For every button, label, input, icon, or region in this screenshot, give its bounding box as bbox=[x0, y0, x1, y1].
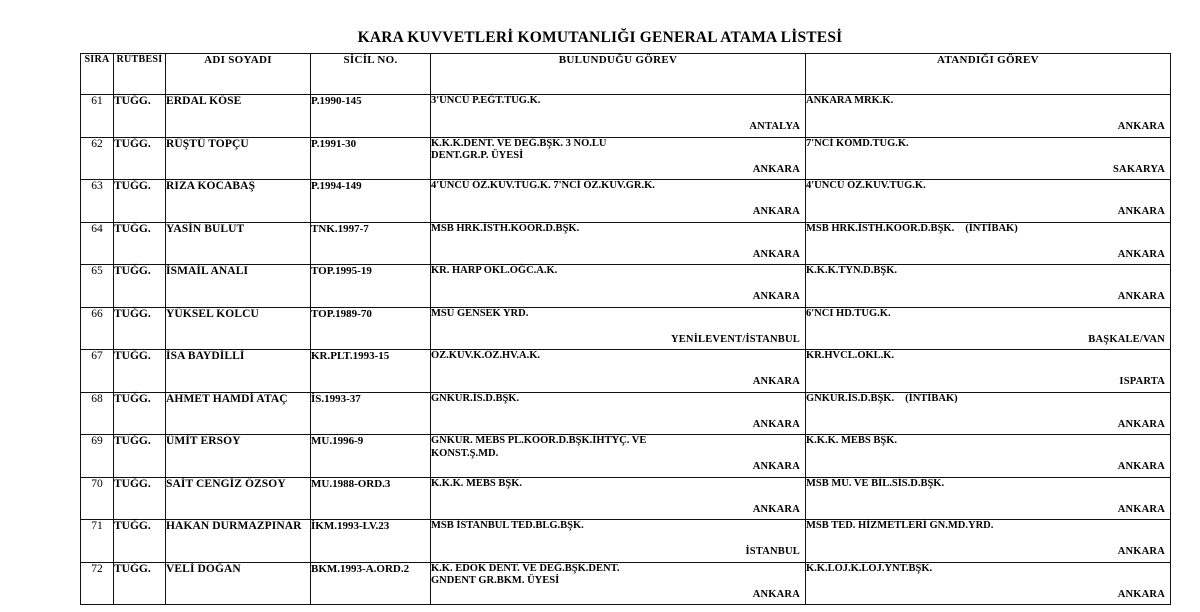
bulundugu-gorev-line-1: GNKUR. MEBS PL.KOOR.D.BŞK.İHTYÇ. VE bbox=[431, 435, 647, 446]
cell-ad-soyad: YASİN BULUT bbox=[166, 222, 311, 265]
bulundugu-gorev-text bbox=[431, 350, 805, 363]
cell-sira: 70 bbox=[81, 477, 114, 520]
table-row bbox=[81, 350, 1171, 393]
cell-sira: 65 bbox=[81, 265, 114, 308]
bulundugu-gorev-location: ANKARA bbox=[752, 248, 800, 260]
cell-ad-soyad: İSA BAYDİLLİ bbox=[166, 350, 311, 393]
cell-ad-soyad: ÜMİT ERSOY bbox=[166, 435, 311, 478]
cell-sira: 71 bbox=[81, 520, 114, 563]
cell-rutbe: TUĞG. bbox=[114, 265, 166, 308]
table-row bbox=[81, 222, 1171, 265]
atandigi-gorev-location: ANKARA bbox=[1117, 461, 1165, 472]
bulundugu-gorev-line-1: KR. HARP OKL.ÖĞC.A.K. bbox=[431, 265, 558, 276]
cell-atandigi-gorev bbox=[806, 392, 1171, 435]
cell-atandigi-gorev bbox=[806, 477, 1171, 520]
cell-sicil-no: P.1991-30 bbox=[311, 137, 431, 180]
bulundugu-gorev-location: İSTANBUL bbox=[745, 546, 800, 557]
atandigi-gorev-location: ANKARA bbox=[1117, 248, 1165, 260]
atandigi-gorev-line-1 bbox=[806, 393, 1170, 406]
cell-sira: 62 bbox=[81, 137, 114, 180]
cell-sicil-no: BKM.1993-A.ORD.2 bbox=[311, 562, 431, 605]
atandigi-gorev-line-1 bbox=[806, 265, 1170, 278]
atandigi-gorev-line-1 bbox=[806, 350, 1170, 363]
atandigi-gorev-line-1 bbox=[806, 520, 1170, 533]
cell-sira: 63 bbox=[81, 180, 114, 223]
bulundugu-gorev-location: ANKARA bbox=[752, 588, 800, 600]
table-row bbox=[81, 307, 1171, 350]
bulundugu-gorev-text bbox=[431, 265, 805, 278]
cell-bulundugu-gorev bbox=[431, 222, 806, 265]
cell-rutbe: TUĞG. bbox=[114, 520, 166, 563]
table-row bbox=[81, 180, 1171, 223]
cell-atandigi-gorev bbox=[806, 562, 1171, 605]
cell-sira: 66 bbox=[81, 307, 114, 350]
cell-rutbe: TUĞG. bbox=[114, 307, 166, 350]
cell-atandigi-gorev bbox=[806, 350, 1171, 393]
atandigi-gorev-text bbox=[806, 180, 1170, 193]
cell-sicil-no: P.1990-145 bbox=[311, 95, 431, 138]
atandigi-gorev-location: BAŞKALE/VAN bbox=[1088, 333, 1165, 345]
cell-sicil-no: MU.1996-9 bbox=[311, 435, 431, 478]
cell-rutbe: TUĞG. bbox=[114, 435, 166, 478]
bulundugu-gorev-location: ANKARA bbox=[752, 376, 800, 387]
bulundugu-gorev-location: ANKARA bbox=[752, 503, 800, 515]
table-row bbox=[81, 95, 1171, 138]
bulundugu-gorev-location: ANKARA bbox=[752, 163, 800, 175]
bulundugu-gorev-line-1: K.K.K.DENT. VE DEĞ.BŞK. 3 NO.LU bbox=[431, 137, 607, 149]
cell-atandigi-gorev bbox=[806, 520, 1171, 563]
bulundugu-gorev-text bbox=[431, 95, 805, 108]
table-row bbox=[81, 520, 1171, 563]
cell-atandigi-gorev bbox=[806, 265, 1171, 308]
atandigi-gorev-text bbox=[806, 265, 1170, 278]
cell-rutbe: TUĞG. bbox=[114, 392, 166, 435]
bulundugu-gorev-line-1: K.K. EDOK DENT. VE DEĞ.BŞK.DENT. bbox=[431, 562, 620, 574]
atandigi-gorev-location: ANKARA bbox=[1117, 291, 1165, 302]
bulundugu-gorev-line-1: MSB HRK.İSTH.KOOR.D.BŞK. bbox=[431, 222, 580, 234]
bulundugu-gorev-line-1: GNKUR.İS.D.BŞK. bbox=[431, 392, 520, 404]
cell-bulundugu-gorev bbox=[431, 265, 806, 308]
cell-bulundugu-gorev bbox=[431, 562, 806, 605]
atandigi-gorev-title: MSB TED. HİZMETLERİ GN.MD.YRD. bbox=[806, 520, 994, 531]
cell-rutbe: TUĞG. bbox=[114, 350, 166, 393]
atandigi-gorev-location: ANKARA bbox=[1117, 546, 1165, 557]
bulundugu-gorev-text bbox=[431, 435, 805, 460]
bulundugu-gorev-text bbox=[431, 563, 805, 588]
bulundugu-gorev-location: ANKARA bbox=[752, 418, 800, 430]
atandigi-gorev-text bbox=[806, 478, 1170, 491]
cell-atandigi-gorev bbox=[806, 307, 1171, 350]
atandigi-gorev-title: K.K.K. MEBS BŞK. bbox=[806, 435, 898, 446]
assignment-table bbox=[80, 53, 1171, 605]
bulundugu-gorev-location: ANKARA bbox=[752, 206, 800, 217]
assignment-table-container bbox=[80, 53, 1170, 605]
cell-sicil-no: TOP.1989-70 bbox=[311, 307, 431, 350]
atandigi-gorev-line-1 bbox=[806, 563, 1170, 576]
cell-sicil-no: MU.1988-ORD.3 bbox=[311, 477, 431, 520]
bulundugu-gorev-line-1: 3'ÜNCÜ P.EĞT.TUG.K. bbox=[431, 95, 541, 106]
cell-rutbe: TUĞG. bbox=[114, 95, 166, 138]
cell-ad-soyad: İSMAİL ANALI bbox=[166, 265, 311, 308]
bulundugu-gorev-location: YENİLEVENT/İSTANBUL bbox=[670, 333, 800, 345]
atandigi-gorev-location: ANKARA bbox=[1117, 503, 1165, 515]
table-body bbox=[81, 95, 1171, 605]
atandigi-gorev-text bbox=[806, 95, 1170, 108]
atandigi-gorev-line-1 bbox=[806, 308, 1170, 321]
atandigi-gorev-text bbox=[806, 393, 1170, 406]
cell-bulundugu-gorev bbox=[431, 520, 806, 563]
bulundugu-gorev-text bbox=[431, 308, 805, 321]
table-header-row bbox=[81, 54, 1171, 95]
column-header-ad-soyad: ADI SOYADI bbox=[166, 54, 311, 95]
bulundugu-gorev-location: ANKARA bbox=[752, 461, 800, 472]
atandigi-gorev-title: ANKARA MRK.K. bbox=[806, 95, 894, 106]
atandigi-gorev-title: K.K.K.TYN.D.BŞK. bbox=[806, 265, 898, 276]
bulundugu-gorev-line-2: KONST.Ş.MD. bbox=[431, 447, 499, 459]
cell-ad-soyad: AHMET HAMDİ ATAÇ bbox=[166, 392, 311, 435]
cell-sicil-no: İKM.1993-LV.23 bbox=[311, 520, 431, 563]
bulundugu-gorev-text bbox=[431, 478, 805, 491]
cell-bulundugu-gorev bbox=[431, 180, 806, 223]
atandigi-gorev-line-1 bbox=[806, 435, 1170, 448]
cell-rutbe: TUĞG. bbox=[114, 562, 166, 605]
table-header bbox=[81, 54, 1171, 95]
bulundugu-gorev-text bbox=[431, 223, 805, 236]
atandigi-gorev-note: (İNTİBAK) bbox=[905, 392, 958, 404]
cell-ad-soyad: SAİT CENGİZ ÖZSOY bbox=[166, 477, 311, 520]
cell-ad-soyad: HAKAN DURMAZPINAR bbox=[166, 520, 311, 563]
atandigi-gorev-location: ANKARA bbox=[1117, 418, 1165, 430]
cell-sicil-no: İS.1993-37 bbox=[311, 392, 431, 435]
column-header-sicil-no: SİCİL NO. bbox=[311, 54, 431, 95]
cell-bulundugu-gorev bbox=[431, 307, 806, 350]
bulundugu-gorev-text bbox=[431, 138, 805, 163]
cell-ad-soyad: VELİ DOĞAN bbox=[166, 562, 311, 605]
atandigi-gorev-text bbox=[806, 520, 1170, 533]
cell-sicil-no: TOP.1995-19 bbox=[311, 265, 431, 308]
atandigi-gorev-line-1 bbox=[806, 223, 1170, 236]
bulundugu-gorev-line-1: MSB İSTANBUL TED.BLG.BŞK. bbox=[431, 520, 584, 531]
atandigi-gorev-text bbox=[806, 435, 1170, 448]
cell-sicil-no: P.1994-149 bbox=[311, 180, 431, 223]
atandigi-gorev-text bbox=[806, 138, 1170, 151]
column-header-bulundugu-gorev: BULUNDUĞU GÖREV bbox=[431, 54, 806, 95]
atandigi-gorev-line-1 bbox=[806, 95, 1170, 108]
atandigi-gorev-title: 4'ÜNCÜ ÖZ.KUV.TUG.K. bbox=[806, 180, 926, 191]
bulundugu-gorev-location: ANTALYA bbox=[749, 121, 800, 132]
table-row bbox=[81, 562, 1171, 605]
cell-ad-soyad: RÜŞTÜ TOPÇU bbox=[166, 137, 311, 180]
cell-atandigi-gorev bbox=[806, 435, 1171, 478]
atandigi-gorev-text bbox=[806, 563, 1170, 576]
column-header-rutbe: RÜTBESİ bbox=[114, 54, 166, 95]
atandigi-gorev-title: K.K.LOJ.K.LOJ.YNT.BŞK. bbox=[806, 562, 933, 574]
atandigi-gorev-title: KR.HVCL.OKL.K. bbox=[806, 350, 895, 361]
bulundugu-gorev-line-1: ÖZ.KUV.K.ÖZ.HV.A.K. bbox=[431, 350, 541, 361]
table-row bbox=[81, 137, 1171, 180]
atandigi-gorev-title: MSB MU. VE BİL.SİS.D.BŞK. bbox=[806, 477, 945, 489]
table-row bbox=[81, 265, 1171, 308]
cell-sira: 61 bbox=[81, 95, 114, 138]
atandigi-gorev-location: ANKARA bbox=[1117, 121, 1165, 132]
bulundugu-gorev-line-2: DENT.GR.P. ÜYESİ bbox=[431, 150, 524, 161]
cell-sicil-no: TNK.1997-7 bbox=[311, 222, 431, 265]
column-header-atandigi-gorev: ATANDIĞI GÖREV bbox=[806, 54, 1171, 95]
cell-sira: 68 bbox=[81, 392, 114, 435]
atandigi-gorev-line-1 bbox=[806, 180, 1170, 193]
cell-rutbe: TUĞG. bbox=[114, 137, 166, 180]
atandigi-gorev-location: ANKARA bbox=[1117, 588, 1165, 600]
bulundugu-gorev-text bbox=[431, 393, 805, 406]
cell-sira: 72 bbox=[81, 562, 114, 605]
atandigi-gorev-line-1 bbox=[806, 478, 1170, 491]
cell-bulundugu-gorev bbox=[431, 350, 806, 393]
bulundugu-gorev-text bbox=[431, 180, 805, 193]
bulundugu-gorev-location: ANKARA bbox=[752, 291, 800, 302]
cell-sicil-no: KR.PLT.1993-15 bbox=[311, 350, 431, 393]
bulundugu-gorev-line-1: 4'ÜNCÜ ÖZ.KUV.TUG.K. 7'NCİ ÖZ.KUV.GR.K. bbox=[431, 180, 655, 191]
table-row bbox=[81, 477, 1171, 520]
bulundugu-gorev-line-1: MSÜ GENSEK YRD. bbox=[431, 307, 529, 319]
cell-atandigi-gorev bbox=[806, 180, 1171, 223]
cell-atandigi-gorev bbox=[806, 137, 1171, 180]
atandigi-gorev-location: ANKARA bbox=[1117, 206, 1165, 217]
atandigi-gorev-text bbox=[806, 350, 1170, 363]
cell-sira: 69 bbox=[81, 435, 114, 478]
atandigi-gorev-location: SAKARYA bbox=[1113, 163, 1165, 175]
bulundugu-gorev-line-1: K.K.K. MEBS BŞK. bbox=[431, 477, 523, 489]
cell-bulundugu-gorev bbox=[431, 95, 806, 138]
cell-rutbe: TUĞG. bbox=[114, 222, 166, 265]
cell-sira: 64 bbox=[81, 222, 114, 265]
cell-ad-soyad: RIZA KOCABAŞ bbox=[166, 180, 311, 223]
table-row bbox=[81, 392, 1171, 435]
atandigi-gorev-text bbox=[806, 223, 1170, 236]
cell-atandigi-gorev bbox=[806, 95, 1171, 138]
cell-ad-soyad: YÜKSEL KOLCU bbox=[166, 307, 311, 350]
column-header-sira: SIRA bbox=[81, 54, 114, 95]
atandigi-gorev-note: (İNTİBAK) bbox=[965, 222, 1018, 234]
cell-bulundugu-gorev bbox=[431, 477, 806, 520]
page-title: KARA KUVVETLERİ KOMUTANLIĞI GENERAL ATAMA LİSTESİ bbox=[357, 29, 843, 46]
cell-rutbe: TUĞG. bbox=[114, 180, 166, 223]
atandigi-gorev-title: 6'NCI HD.TUG.K. bbox=[806, 307, 891, 319]
cell-rutbe: TUĞG. bbox=[114, 477, 166, 520]
cell-atandigi-gorev bbox=[806, 222, 1171, 265]
cell-bulundugu-gorev bbox=[431, 392, 806, 435]
table-row bbox=[81, 435, 1171, 478]
atandigi-gorev-text bbox=[806, 308, 1170, 321]
atandigi-gorev-title: GNKUR.İS.D.BŞK. bbox=[806, 392, 895, 404]
bulundugu-gorev-text bbox=[431, 520, 805, 533]
cell-bulundugu-gorev bbox=[431, 435, 806, 478]
atandigi-gorev-title: 7'NCİ KOMD.TUG.K. bbox=[806, 137, 909, 149]
atandigi-gorev-line-1 bbox=[806, 138, 1170, 151]
cell-ad-soyad: ERDAL KÖSE bbox=[166, 95, 311, 138]
atandigi-gorev-location: ISPARTA bbox=[1119, 376, 1165, 387]
cell-bulundugu-gorev bbox=[431, 137, 806, 180]
atandigi-gorev-title: MSB HRK.İSTH.KOOR.D.BŞK. bbox=[806, 222, 955, 234]
bulundugu-gorev-line-2: GNDENT GR.BKM. ÜYESİ bbox=[431, 575, 560, 586]
cell-sira: 67 bbox=[81, 350, 114, 393]
